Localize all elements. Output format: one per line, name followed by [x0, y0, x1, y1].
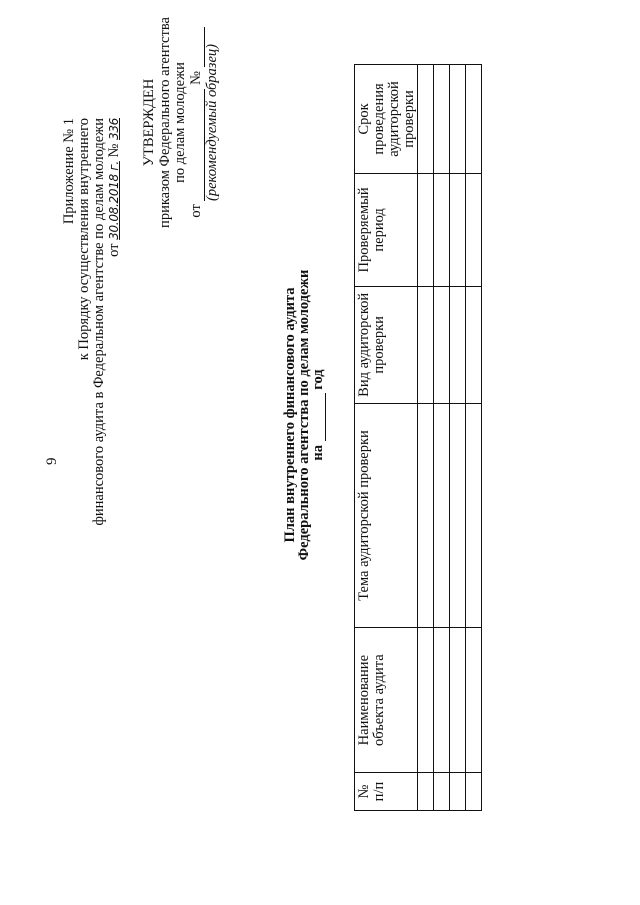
table-cell — [466, 173, 482, 286]
table-cell — [418, 65, 434, 174]
table-row — [418, 65, 434, 811]
appendix-date-prefix: от — [106, 243, 122, 257]
table-cell — [450, 65, 466, 174]
table-cell — [418, 628, 434, 773]
appendix-header — [62, 118, 122, 638]
table-cell — [466, 773, 482, 811]
approval-number-label: № — [187, 71, 204, 85]
approval-note: (рекомендуемый образец) — [204, 44, 220, 201]
document-title — [283, 195, 326, 635]
table-cell — [434, 173, 450, 286]
table-cell — [450, 403, 466, 627]
table-cell — [434, 628, 450, 773]
header-audit-period: Проверяемый период — [355, 173, 418, 286]
table-cell — [450, 286, 466, 403]
title-year-suffix: год — [310, 369, 326, 390]
header-audit-type: Вид аудиторской проверки — [355, 286, 418, 403]
table-row — [434, 65, 450, 811]
table-cell — [466, 628, 482, 773]
table-header-row — [355, 65, 418, 811]
approval-order-line — [189, 15, 206, 230]
table-cell — [450, 773, 466, 811]
appendix-line-3: финансового аудита в Федеральном агентстве по делам молодежи — [91, 118, 107, 526]
approval-date-blank — [189, 89, 206, 201]
table-cell — [466, 403, 482, 627]
header-number: № п/п — [355, 773, 418, 811]
title-line-1: План внутреннего финансового аудита — [282, 287, 298, 543]
title-line-2: Федерального агентства по делам молодежи — [296, 269, 312, 561]
table-cell — [434, 65, 450, 174]
table-cell — [434, 286, 450, 403]
appendix-line-2: к Порядку осуществления внутреннего — [76, 118, 92, 361]
table-cell — [450, 173, 466, 286]
handwritten-date: 30.08.2018 г. — [107, 161, 121, 240]
table-cell — [418, 403, 434, 627]
approval-block — [142, 15, 221, 230]
table-cell — [466, 65, 482, 174]
title-line-3 — [311, 195, 326, 635]
header-audit-deadline: Срок проведения аудиторской проверки — [355, 65, 418, 174]
header-audit-topic: Тема аудиторской проверки — [355, 403, 418, 627]
approval-heading: УТВЕРЖДЕН — [141, 78, 157, 167]
appendix-order-line — [107, 118, 122, 638]
table-cell — [434, 403, 450, 627]
table-row — [466, 65, 482, 811]
title-year-prefix: на — [310, 445, 326, 461]
approval-from-label: от — [187, 204, 204, 218]
page-number: 9 — [44, 457, 60, 465]
table-cell — [418, 173, 434, 286]
handwritten-number: 336 — [107, 118, 121, 141]
table-row — [450, 65, 466, 811]
appendix-number-label: № — [106, 143, 122, 158]
table-cell — [418, 773, 434, 811]
appendix-title: Приложение № 1 — [61, 118, 77, 225]
approval-line-1: приказом Федерального агентства — [156, 17, 173, 228]
table-cell — [434, 773, 450, 811]
table-cell — [418, 286, 434, 403]
table-cell — [466, 286, 482, 403]
header-audit-object: Наименование объекта аудита — [355, 628, 418, 773]
approval-line-2: по делам молодежи — [172, 62, 188, 183]
title-year-blank — [311, 393, 326, 441]
audit-plan-table — [354, 64, 482, 811]
table-cell — [450, 628, 466, 773]
approval-number-blank — [189, 27, 206, 67]
